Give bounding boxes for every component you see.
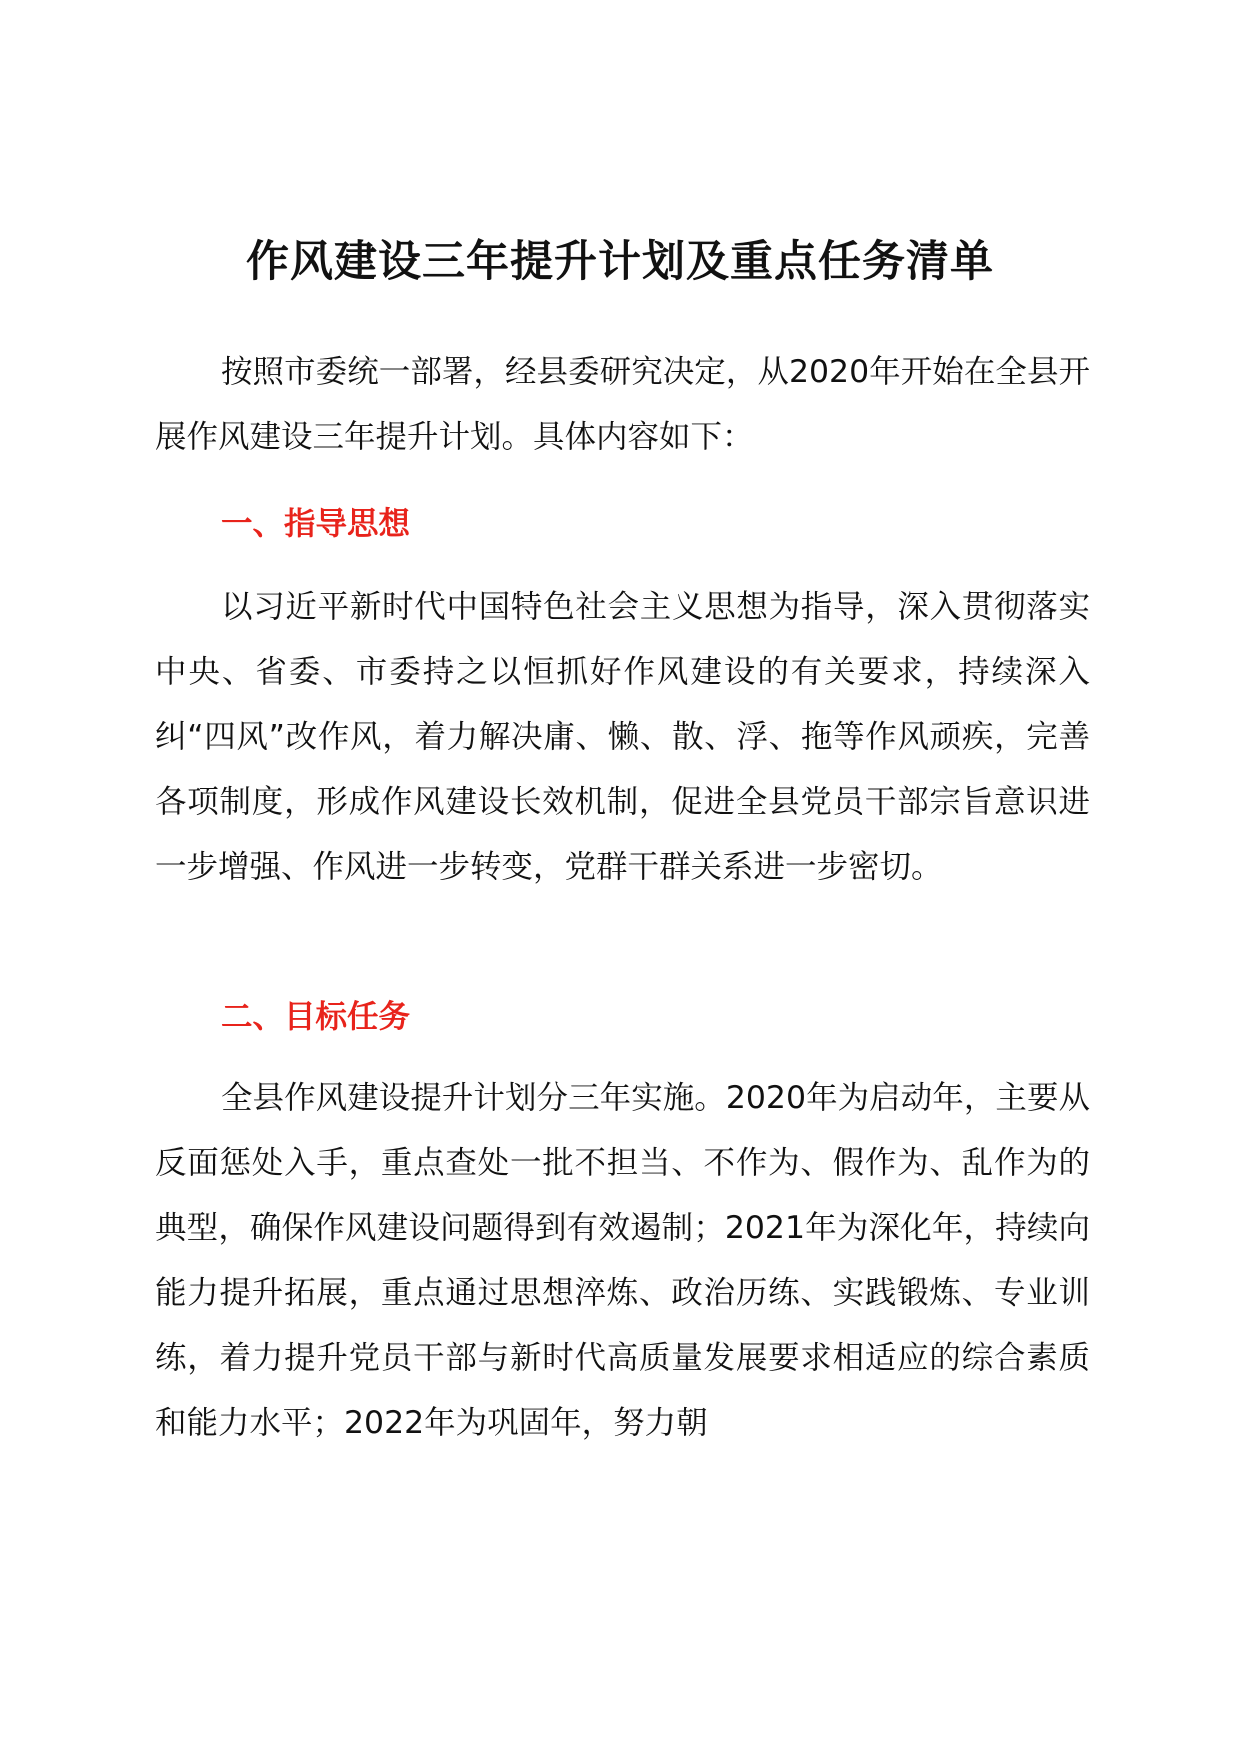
section-paragraph-target-tasks: 全县作风建设提升计划分三年实施。2020年为启动年，主要从反面惩处入手，重点查处一批不担当、不作为、假作为、乱作为的典型，确保作风建设问题得到有效遏制；2021年为深化年，持续向能力提升拓展，重点通过思想淬炼、政治历练、实践锻炼、专业训练，着力提升党员干部与新时代高质量发展要求相适应的综合素质和能力水平；2022年为巩固年，努力朝 <box>155 1080 1090 1441</box>
section-paragraph-guiding-ideology: 以习近平新时代中国特色社会主义思想为指导，深入贯彻落实中央、省委、市委持之以恒抓好作风建设的有关要求，持续深入纠“四风”改作风，着力解决庸、懒、散、浮、拖等作风顽疾，完善各项制度，形成作风建设长效机制，促进全县党员干部宗旨意识进一步增强、作风进一步转变，党群干群关系进一步密切。 <box>155 589 1090 885</box>
intro-paragraph: 按照市委统一部署，经县委研究决定，从2020年开始在全县开展作风建设三年提升计划。具体内容如下： <box>155 354 1090 455</box>
section-heading-target-tasks: 二、目标任务 <box>221 999 411 1035</box>
section-heading-guiding-ideology: 一、指导思想 <box>221 506 411 542</box>
document-title: 作风建设三年提升计划及重点任务清单 <box>246 237 994 287</box>
